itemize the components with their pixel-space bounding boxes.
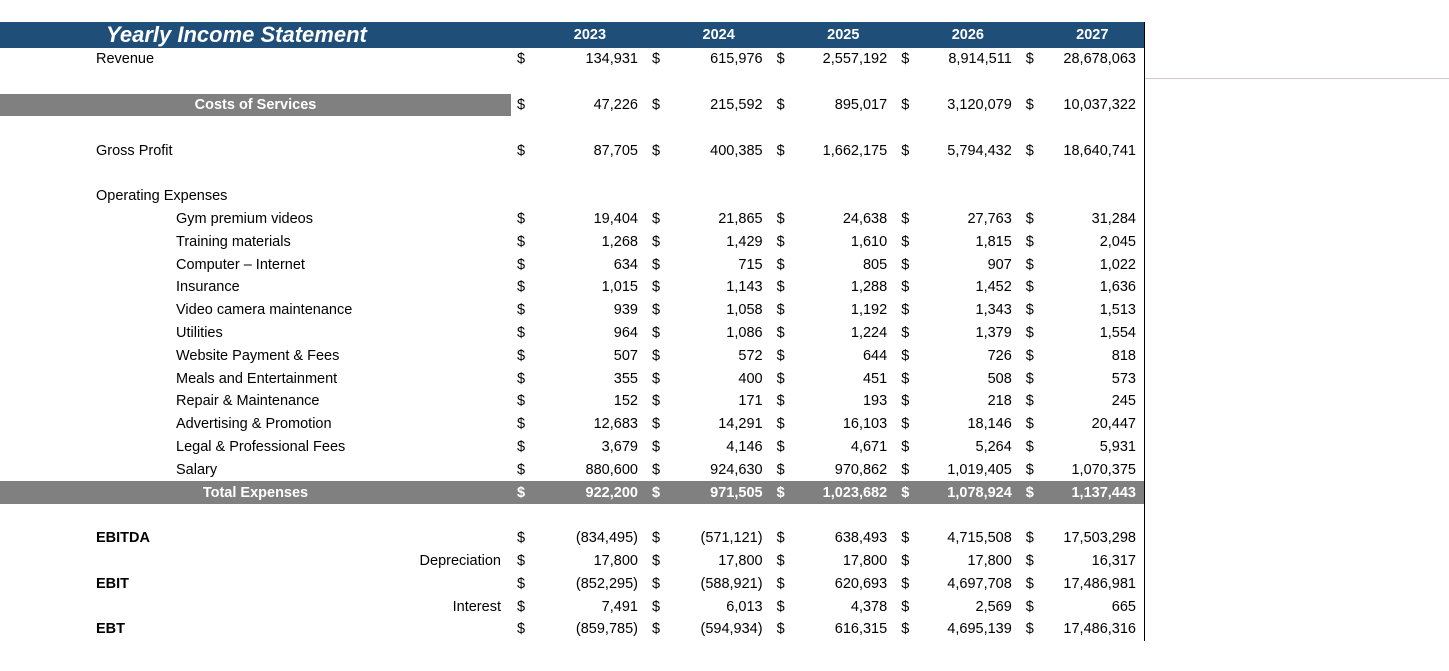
- value-cell: 1,078,924: [916, 481, 1020, 504]
- currency-symbol: [771, 185, 792, 208]
- row-label: Legal & Professional Fees: [176, 438, 346, 455]
- value-cell: 4,378: [850, 598, 888, 615]
- value-cell: 28,678,063: [1041, 48, 1145, 71]
- currency-symbol: $: [1020, 481, 1041, 504]
- value-cell: 3,679: [601, 438, 638, 455]
- currency-symbol: $: [516, 438, 526, 455]
- value-cell: 616,315: [834, 621, 888, 638]
- value-cell: 964: [613, 324, 638, 341]
- value-cell: 508: [987, 370, 1012, 387]
- currency-symbol: $: [1025, 438, 1034, 455]
- currency-symbol: $: [1025, 96, 1034, 113]
- value-cell: 5,931: [1041, 436, 1145, 459]
- value-cell: 895,017: [834, 96, 888, 113]
- currency-symbol: [895, 185, 916, 208]
- currency-symbol: $: [901, 256, 910, 273]
- currency-symbol: [1020, 185, 1041, 208]
- currency-symbol: $: [901, 142, 910, 159]
- currency-symbol: $: [651, 530, 661, 547]
- row-label: Computer – Internet: [176, 256, 305, 273]
- currency-symbol: $: [901, 233, 910, 250]
- table-row: [0, 572, 1145, 595]
- currency-symbol: $: [776, 370, 785, 387]
- value-cell: [534, 185, 646, 208]
- value-cell: 245: [1041, 390, 1145, 413]
- year-header-2026: 2026: [916, 22, 1020, 48]
- currency-symbol: $: [516, 347, 526, 364]
- currency-symbol: $: [901, 324, 910, 341]
- value-cell: 1,554: [1041, 322, 1145, 345]
- value-cell: (852,295): [575, 575, 638, 592]
- value-cell: 638,493: [834, 530, 888, 547]
- value-cell: 573: [1041, 367, 1145, 390]
- value-cell: 8,914,511: [948, 51, 1012, 68]
- row-label: Depreciation: [419, 552, 501, 569]
- currency-symbol: $: [516, 461, 526, 478]
- currency-symbol: $: [516, 302, 526, 319]
- year-header-2023: 2023: [534, 22, 646, 48]
- value-cell: 507: [613, 347, 638, 364]
- currency-symbol: $: [516, 552, 526, 569]
- currency-symbol: $: [901, 416, 910, 433]
- currency-symbol: $: [1025, 552, 1034, 569]
- currency-symbol: $: [1025, 393, 1034, 410]
- currency-symbol: $: [901, 552, 910, 569]
- value-cell: 615,976: [710, 51, 763, 68]
- currency-symbol: $: [516, 621, 526, 638]
- currency-symbol: $: [776, 51, 785, 68]
- table-row: [0, 527, 1145, 550]
- currency-symbol: $: [1025, 142, 1034, 159]
- value-cell: 4,671: [850, 438, 888, 455]
- row-label: Video camera maintenance: [176, 302, 353, 319]
- currency-symbol: $: [776, 142, 785, 159]
- spacer-row: [0, 116, 1145, 139]
- currency-symbol: $: [651, 210, 661, 227]
- value-cell: 1,268: [601, 233, 638, 250]
- row-label: Advertising & Promotion: [176, 416, 332, 433]
- value-cell: 818: [1041, 344, 1145, 367]
- row-label: Insurance: [176, 279, 240, 296]
- currency-symbol: $: [651, 416, 661, 433]
- row-label: EBIT: [96, 575, 130, 592]
- table-row: [0, 367, 1145, 390]
- value-cell: 17,800: [718, 552, 763, 569]
- value-cell: 922,200: [534, 481, 646, 504]
- currency-symbol: [511, 185, 534, 208]
- value-cell: 218: [987, 393, 1012, 410]
- value-cell: 1,662,175: [822, 142, 888, 159]
- currency-symbol: $: [1025, 302, 1034, 319]
- currency-symbol: $: [646, 481, 667, 504]
- currency-symbol: $: [776, 324, 785, 341]
- value-cell: 644: [862, 347, 888, 364]
- year-header-2024: 2024: [667, 22, 771, 48]
- value-cell: 1,379: [975, 324, 1012, 341]
- value-cell: 1,023,682: [791, 481, 895, 504]
- value-cell: 451: [862, 370, 888, 387]
- sheet-rule-line: [1145, 78, 1449, 79]
- value-cell: 939: [613, 302, 638, 319]
- currency-symbol: $: [901, 96, 910, 113]
- spreadsheet-canvas: [0, 22, 1449, 671]
- row-label: Gross Profit: [96, 142, 173, 159]
- currency-symbol: $: [516, 370, 526, 387]
- value-cell: 6,013: [726, 598, 763, 615]
- statement-title: Yearly Income Statement: [0, 22, 511, 48]
- spacer-row: [0, 71, 1145, 94]
- currency-symbol: $: [895, 481, 916, 504]
- currency-symbol: $: [651, 575, 661, 592]
- header-spacer: [895, 22, 916, 48]
- row-label: Repair & Maintenance: [176, 393, 320, 410]
- value-cell: 20,447: [1041, 413, 1145, 436]
- value-cell: 1,815: [975, 233, 1012, 250]
- currency-symbol: $: [901, 598, 910, 615]
- currency-symbol: $: [1025, 575, 1034, 592]
- currency-symbol: $: [901, 370, 910, 387]
- currency-symbol: $: [776, 347, 785, 364]
- value-cell: 18,640,741: [1041, 139, 1145, 162]
- currency-symbol: $: [1025, 416, 1034, 433]
- table-row: [0, 390, 1145, 413]
- value-cell: 10,037,322: [1041, 94, 1145, 117]
- value-cell: 27,763: [967, 210, 1012, 227]
- row-label: Meals and Entertainment: [176, 370, 338, 387]
- row-label: Gym premium videos: [176, 210, 313, 227]
- currency-symbol: $: [651, 142, 661, 159]
- currency-symbol: $: [776, 302, 785, 319]
- value-cell: 1,343: [975, 302, 1012, 319]
- value-cell: 1,019,405: [947, 461, 1012, 478]
- value-cell: 620,693: [834, 575, 888, 592]
- spacer-cell: [0, 71, 1145, 94]
- currency-symbol: $: [651, 256, 661, 273]
- value-cell: 2,045: [1041, 230, 1145, 253]
- value-cell: 21,865: [718, 210, 763, 227]
- table-row: [0, 481, 1145, 504]
- table-row: [0, 413, 1145, 436]
- table-row: [0, 436, 1145, 459]
- currency-symbol: $: [776, 416, 785, 433]
- value-cell: 171: [738, 393, 763, 410]
- currency-symbol: $: [516, 256, 526, 273]
- currency-symbol: $: [1025, 256, 1034, 273]
- currency-symbol: $: [516, 142, 526, 159]
- currency-symbol: $: [651, 347, 661, 364]
- value-cell: 1,513: [1041, 299, 1145, 322]
- value-cell: 4,697,708: [947, 575, 1012, 592]
- value-cell: 17,800: [593, 552, 638, 569]
- value-cell: 5,264: [975, 438, 1012, 455]
- value-cell: 17,800: [967, 552, 1012, 569]
- currency-symbol: $: [901, 51, 910, 68]
- value-cell: 665: [1041, 595, 1145, 618]
- value-cell: 14,291: [718, 416, 763, 433]
- currency-symbol: $: [901, 461, 910, 478]
- currency-symbol: $: [651, 461, 661, 478]
- table-row: [0, 94, 1145, 117]
- spacer-cell: [0, 116, 1145, 139]
- value-cell: 880,600: [585, 461, 638, 478]
- currency-symbol: $: [651, 96, 661, 113]
- currency-symbol: $: [776, 210, 785, 227]
- row-label: EBT: [96, 621, 125, 638]
- row-label: Revenue: [96, 51, 155, 68]
- value-cell: 726: [987, 347, 1012, 364]
- currency-symbol: $: [516, 393, 526, 410]
- value-cell: 924,630: [710, 461, 763, 478]
- spacer-cell: [0, 162, 1145, 185]
- value-cell: 3,120,079: [947, 96, 1012, 113]
- currency-symbol: $: [1025, 233, 1034, 250]
- table-row: [0, 208, 1145, 231]
- currency-symbol: $: [776, 393, 785, 410]
- currency-symbol: $: [776, 96, 785, 113]
- value-cell: 19,404: [593, 210, 638, 227]
- currency-symbol: $: [1025, 51, 1034, 68]
- value-cell: (834,495): [575, 530, 638, 547]
- currency-symbol: $: [1025, 324, 1034, 341]
- value-cell: 18,146: [967, 416, 1012, 433]
- value-cell: 87,705: [593, 142, 638, 159]
- currency-symbol: $: [901, 393, 910, 410]
- currency-symbol: $: [901, 575, 910, 592]
- table-row: [0, 458, 1145, 481]
- value-cell: 47,226: [593, 96, 638, 113]
- value-cell: 1,137,443: [1041, 481, 1145, 504]
- value-cell: 2,569: [975, 598, 1012, 615]
- table-body: [0, 22, 1145, 641]
- table-row: [0, 185, 1145, 208]
- year-header-2025: 2025: [791, 22, 895, 48]
- currency-symbol: $: [651, 393, 661, 410]
- table-row: [0, 618, 1145, 641]
- currency-symbol: $: [1025, 598, 1034, 615]
- currency-symbol: $: [776, 461, 785, 478]
- row-label: Total Expenses: [0, 481, 511, 504]
- table-header-row: [0, 22, 1145, 48]
- currency-symbol: $: [516, 233, 526, 250]
- table-row: [0, 276, 1145, 299]
- header-spacer: [646, 22, 667, 48]
- currency-symbol: $: [1025, 370, 1034, 387]
- currency-symbol: $: [511, 481, 534, 504]
- value-cell: 907: [987, 256, 1012, 273]
- table-row: [0, 253, 1145, 276]
- currency-symbol: $: [516, 324, 526, 341]
- value-cell: 12,683: [593, 416, 638, 433]
- value-cell: 1,058: [726, 302, 763, 319]
- currency-symbol: $: [776, 233, 785, 250]
- currency-symbol: $: [1025, 461, 1034, 478]
- value-cell: 152: [613, 393, 638, 410]
- currency-symbol: $: [651, 51, 661, 68]
- table-row: [0, 48, 1145, 71]
- income-statement-table: [0, 22, 1145, 641]
- value-cell: 572: [738, 347, 763, 364]
- value-cell: 4,695,139: [947, 621, 1012, 638]
- currency-symbol: $: [776, 438, 785, 455]
- currency-symbol: $: [651, 598, 661, 615]
- currency-symbol: $: [516, 575, 526, 592]
- value-cell: 1,224: [850, 324, 888, 341]
- currency-symbol: $: [901, 530, 910, 547]
- value-cell: 24,638: [842, 210, 888, 227]
- value-cell: 7,491: [601, 598, 638, 615]
- table-row: [0, 139, 1145, 162]
- value-cell: 1,192: [850, 302, 888, 319]
- value-cell: 400,385: [710, 142, 763, 159]
- value-cell: 215,592: [710, 96, 763, 113]
- currency-symbol: $: [901, 302, 910, 319]
- value-cell: 4,146: [726, 438, 763, 455]
- currency-symbol: $: [516, 598, 526, 615]
- table-row: [0, 299, 1145, 322]
- currency-symbol: $: [651, 279, 661, 296]
- currency-symbol: $: [516, 530, 526, 547]
- currency-symbol: $: [1025, 279, 1034, 296]
- currency-symbol: $: [651, 370, 661, 387]
- currency-symbol: $: [901, 279, 910, 296]
- currency-symbol: $: [516, 279, 526, 296]
- value-cell: 4,715,508: [947, 530, 1012, 547]
- table-row: [0, 595, 1145, 618]
- value-cell: 17,486,981: [1041, 572, 1145, 595]
- currency-symbol: $: [771, 481, 792, 504]
- value-cell: 1,429: [726, 233, 763, 250]
- currency-symbol: $: [651, 233, 661, 250]
- row-label: Training materials: [176, 233, 291, 250]
- value-cell: 5,794,432: [947, 142, 1012, 159]
- currency-symbol: $: [776, 552, 785, 569]
- value-cell: 971,505: [667, 481, 771, 504]
- value-cell: 134,931: [585, 51, 638, 68]
- currency-symbol: $: [776, 621, 785, 638]
- value-cell: [791, 185, 895, 208]
- currency-symbol: $: [651, 438, 661, 455]
- value-cell: 1,143: [726, 279, 763, 296]
- value-cell: 1,610: [850, 233, 888, 250]
- row-label: Costs of Services: [0, 94, 511, 117]
- value-cell: 1,452: [975, 279, 1012, 296]
- currency-symbol: $: [651, 552, 661, 569]
- currency-symbol: $: [901, 347, 910, 364]
- value-cell: 355: [613, 370, 638, 387]
- row-label: EBITDA: [96, 530, 150, 547]
- currency-symbol: $: [901, 621, 910, 638]
- value-cell: 634: [613, 256, 638, 273]
- table-row: [0, 344, 1145, 367]
- value-cell: [667, 185, 771, 208]
- currency-symbol: $: [1025, 530, 1034, 547]
- value-cell: 17,486,316: [1041, 618, 1145, 641]
- value-cell: (859,785): [575, 621, 638, 638]
- value-cell: 1,636: [1041, 276, 1145, 299]
- value-cell: 1,288: [850, 279, 888, 296]
- value-cell: 1,015: [601, 279, 638, 296]
- table-row: [0, 230, 1145, 253]
- value-cell: (571,121): [700, 530, 763, 547]
- currency-symbol: [646, 185, 667, 208]
- header-spacer: [1020, 22, 1041, 48]
- value-cell: (588,921): [700, 575, 763, 592]
- value-cell: 400: [738, 370, 763, 387]
- value-cell: 970,862: [834, 461, 888, 478]
- currency-symbol: $: [516, 210, 526, 227]
- row-label: Interest: [452, 598, 501, 615]
- currency-symbol: $: [516, 51, 526, 68]
- spacer-row: [0, 162, 1145, 185]
- currency-symbol: $: [1025, 347, 1034, 364]
- currency-symbol: $: [651, 621, 661, 638]
- currency-symbol: $: [1025, 621, 1034, 638]
- currency-symbol: $: [1025, 210, 1034, 227]
- spacer-row: [0, 504, 1145, 527]
- currency-symbol: $: [901, 210, 910, 227]
- currency-symbol: $: [776, 256, 785, 273]
- currency-symbol: $: [516, 96, 526, 113]
- currency-symbol: $: [651, 302, 661, 319]
- value-cell: [916, 185, 1020, 208]
- value-cell: 2,557,192: [822, 51, 888, 68]
- currency-symbol: $: [651, 324, 661, 341]
- value-cell: 31,284: [1041, 208, 1145, 231]
- currency-symbol: $: [901, 438, 910, 455]
- value-cell: 16,103: [842, 416, 888, 433]
- value-cell: 1,022: [1041, 253, 1145, 276]
- value-cell: 715: [738, 256, 763, 273]
- currency-symbol: $: [776, 575, 785, 592]
- row-label: Utilities: [176, 324, 223, 341]
- currency-symbol: $: [776, 530, 785, 547]
- value-cell: 805: [862, 256, 888, 273]
- table-row: [0, 550, 1145, 573]
- currency-symbol: $: [516, 416, 526, 433]
- value-cell: 193: [862, 393, 888, 410]
- value-cell: 1,070,375: [1041, 458, 1145, 481]
- currency-symbol: $: [776, 279, 785, 296]
- header-spacer: [771, 22, 792, 48]
- currency-symbol: $: [776, 598, 785, 615]
- row-label: Website Payment & Fees: [176, 347, 340, 364]
- value-cell: 17,503,298: [1041, 527, 1145, 550]
- row-label: Salary: [176, 461, 218, 478]
- value-cell: [1041, 185, 1145, 208]
- value-cell: 16,317: [1041, 550, 1145, 573]
- value-cell: 17,800: [842, 552, 888, 569]
- row-label: Operating Expenses: [96, 188, 228, 205]
- value-cell: 1,086: [726, 324, 763, 341]
- header-spacer: [511, 22, 534, 48]
- table-row: [0, 322, 1145, 345]
- value-cell: (594,934): [700, 621, 763, 638]
- spacer-cell: [0, 504, 1145, 527]
- year-header-2027: 2027: [1041, 22, 1145, 48]
